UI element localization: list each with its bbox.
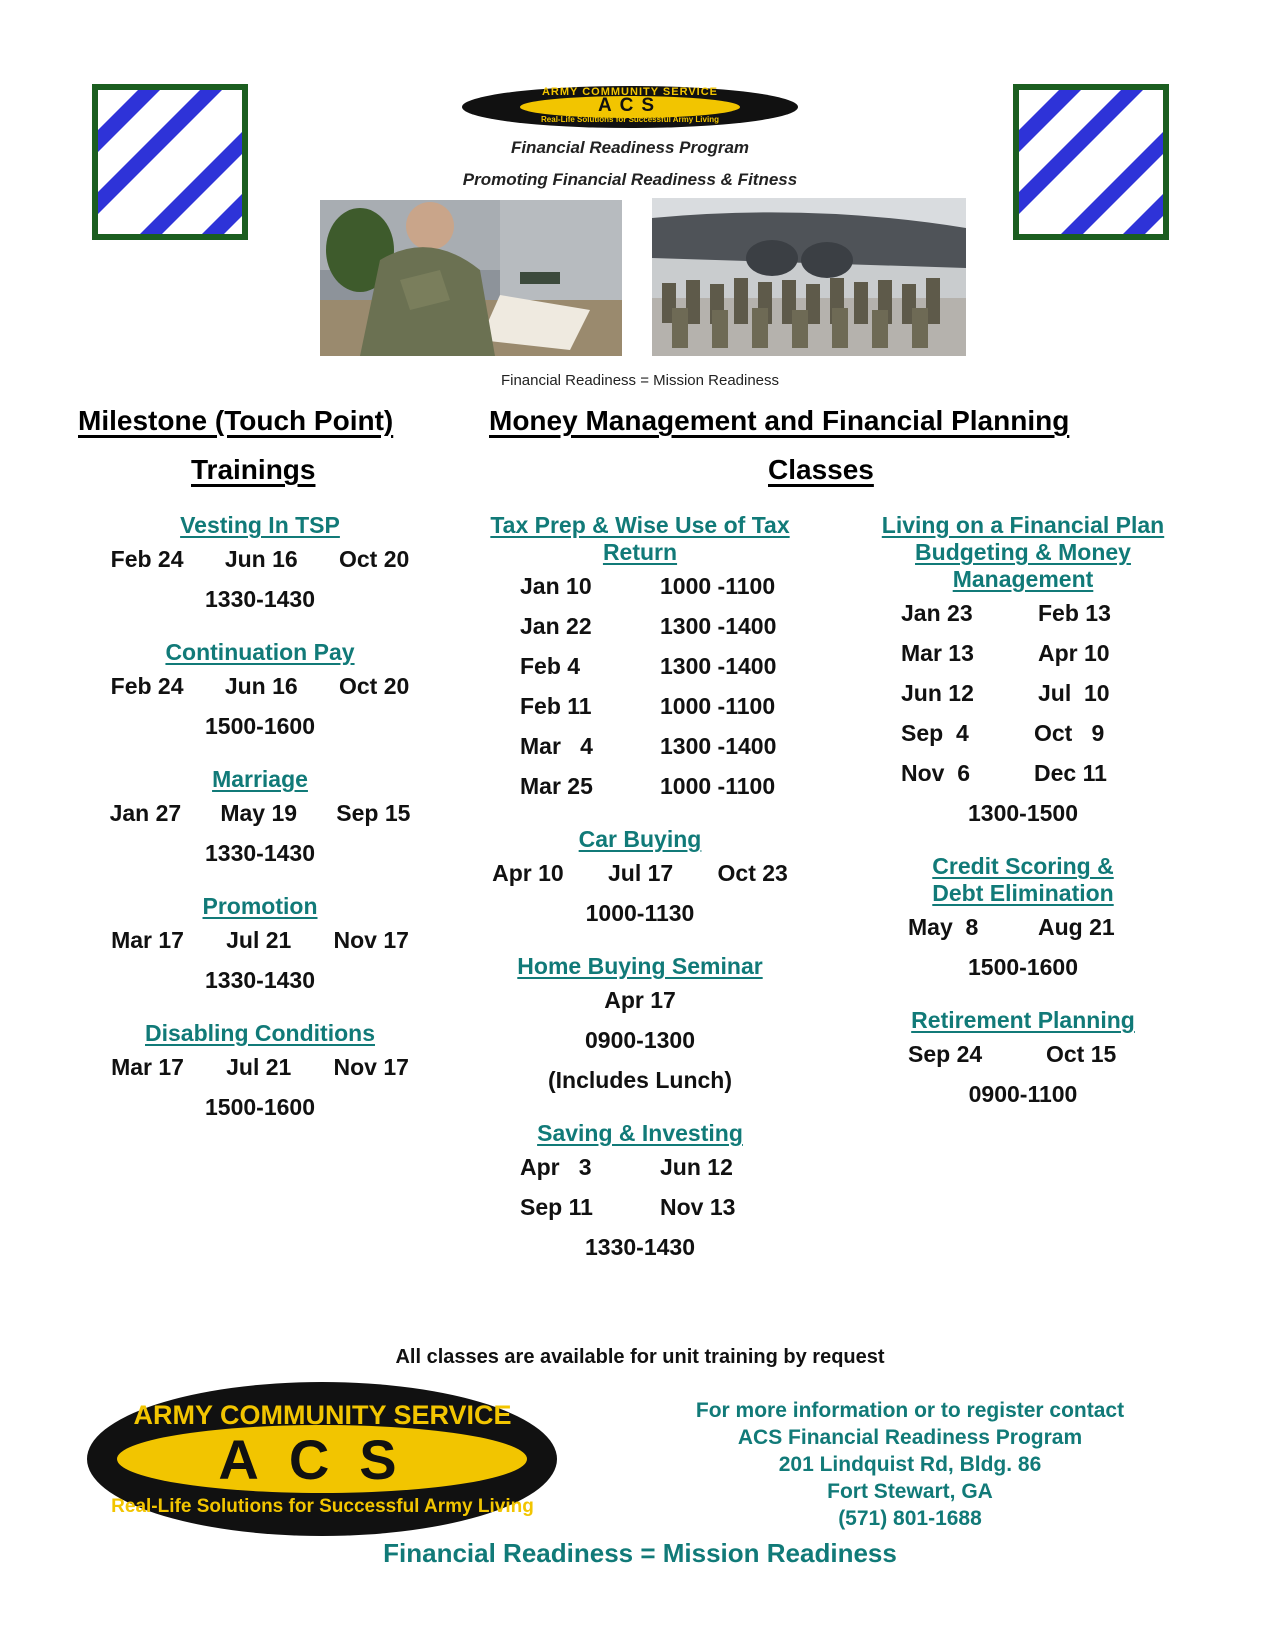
time: 1330-1430 — [205, 967, 315, 993]
division-flag-right — [1013, 84, 1169, 240]
unit-training-note: All classes are available for unit training by request — [395, 1346, 885, 1368]
date-row — [858, 713, 1188, 753]
date-row — [470, 1187, 810, 1227]
date: Oct 20 — [338, 673, 410, 699]
date: Apr 3 — [520, 1154, 592, 1180]
time: 1300 -1400 — [660, 733, 777, 759]
date: Mar 4 — [520, 733, 593, 759]
date: May 19 — [220, 800, 298, 826]
contact-city: Fort Stewart, GA — [827, 1480, 993, 1503]
date: Jan 27 — [109, 800, 182, 826]
stripes-icon — [1019, 90, 1163, 234]
date: Mar 13 — [901, 640, 974, 666]
date: Mar 17 — [111, 927, 184, 953]
acs-header-logo — [460, 84, 800, 130]
date-row — [90, 1047, 430, 1087]
money-management-heading: Money Management and Financial Planning — [489, 405, 1070, 436]
time: 0900-1100 — [968, 1081, 1078, 1107]
date-row — [858, 907, 1188, 947]
car-buying-section — [470, 826, 810, 933]
division-flag-left — [92, 84, 248, 240]
date: Jan 10 — [520, 573, 592, 599]
car-buying-title: Car Buying — [578, 826, 702, 852]
date: Oct 15 — [1046, 1041, 1117, 1067]
date-row — [470, 646, 810, 686]
saving-investing-title: Saving & Investing — [537, 1120, 743, 1146]
time: 1000-1130 — [585, 900, 695, 926]
credit-scoring-section — [858, 853, 1188, 987]
classes-heading: Classes — [768, 454, 874, 485]
date: Aug 21 — [1038, 914, 1115, 940]
date-row — [90, 793, 430, 833]
date: Sep 24 — [908, 1041, 983, 1067]
photo-caption: Financial Readiness = Mission Readiness — [500, 372, 780, 389]
promo-subtitle: Promoting Financial Readiness & Fitness — [462, 170, 798, 189]
date-row — [470, 606, 810, 646]
date: Jan 22 — [520, 613, 592, 639]
date: Mar 25 — [520, 773, 593, 799]
promotion-section — [90, 893, 430, 1000]
date: Mar 17 — [111, 1054, 184, 1080]
date: Feb 13 — [1038, 600, 1111, 626]
date: Jun 12 — [901, 680, 974, 706]
time: 1330-1430 — [205, 840, 315, 866]
date: Apr 17 — [604, 987, 676, 1013]
money-management-column-1 — [470, 512, 810, 1287]
lunch-note: (Includes Lunch) — [548, 1067, 732, 1093]
credit-scoring-title: Credit Scoring & Debt Elimination — [932, 853, 1114, 906]
promotion-title: Promotion — [202, 893, 318, 919]
date-row — [90, 539, 430, 579]
time: 0900-1300 — [585, 1027, 695, 1053]
retirement-planning-title: Retirement Planning — [911, 1007, 1135, 1033]
time: 1500-1600 — [205, 1094, 315, 1120]
time: 1500-1600 — [968, 954, 1078, 980]
vesting-tsp-section — [90, 512, 430, 619]
date: Sep 11 — [520, 1194, 593, 1220]
contact-program: ACS Financial Readiness Program — [737, 1426, 1083, 1449]
contact-phone[interactable]: (571) 801-1688 — [838, 1507, 982, 1530]
marriage-section — [90, 766, 430, 873]
date: Nov 6 — [901, 760, 971, 786]
date-row — [470, 726, 810, 766]
date-row — [90, 666, 430, 706]
date-row — [858, 633, 1188, 673]
date: Feb 24 — [110, 673, 184, 699]
marriage-title: Marriage — [212, 766, 308, 792]
disabling-conditions-section — [90, 1020, 430, 1127]
program-title: Financial Readiness Program — [510, 138, 750, 157]
date-row — [858, 593, 1188, 633]
date: Jun 16 — [224, 546, 298, 572]
date-row — [470, 566, 810, 606]
continuation-pay-section — [90, 639, 430, 746]
time: 1300 -1400 — [660, 613, 777, 639]
time: 1330-1430 — [585, 1234, 695, 1260]
logo-top-text: ARMY COMMUNITY SERVICE — [133, 1400, 512, 1430]
time: 1300 -1400 — [660, 653, 777, 679]
date: Feb 24 — [110, 546, 184, 572]
date: Feb 11 — [520, 693, 592, 719]
date-row — [858, 673, 1188, 713]
time: 1000 -1100 — [660, 573, 776, 599]
date: Jul 17 — [608, 860, 674, 886]
contact-intro: For more information or to register contact — [695, 1399, 1125, 1422]
date: Jan 23 — [901, 600, 973, 626]
footer-motto: Financial Readiness = Mission Readiness — [383, 1538, 897, 1568]
vesting-tsp-title: Vesting In TSP — [180, 512, 340, 538]
financial-plan-title: Living on a Financial Plan Budgeting & Money Management — [881, 512, 1165, 592]
time: 1330-1430 — [205, 586, 315, 612]
date: Apr 10 — [1038, 640, 1110, 666]
acs-footer-logo — [85, 1380, 560, 1538]
date-row — [470, 766, 810, 806]
date: Oct 9 — [1034, 720, 1105, 746]
milestone-heading: Milestone (Touch Point) — [78, 405, 394, 436]
money-management-column-2 — [858, 512, 1188, 1134]
date-row — [858, 1034, 1188, 1074]
date: Jul 10 — [1038, 680, 1110, 706]
time: 1000 -1100 — [660, 693, 776, 719]
date-row — [90, 920, 430, 960]
date: Sep 15 — [336, 800, 411, 826]
milestone-column — [90, 512, 430, 1147]
date: Nov 17 — [333, 1054, 409, 1080]
date-row — [470, 1147, 810, 1187]
date: Oct 23 — [717, 860, 788, 886]
retirement-planning-section — [858, 1007, 1188, 1114]
date: Oct 20 — [338, 546, 410, 572]
logo-acs-text: ACS — [597, 95, 663, 116]
date: Jul 21 — [226, 927, 292, 953]
date: Jun 16 — [224, 673, 298, 699]
date: Jul 21 — [226, 1054, 292, 1080]
soldier-finance-photo — [320, 200, 622, 356]
time: 1000 -1100 — [660, 773, 776, 799]
continuation-pay-title: Continuation Pay — [165, 639, 355, 665]
time: 1500-1600 — [205, 713, 315, 739]
saving-investing-section — [470, 1120, 810, 1267]
contact-block — [640, 1397, 1180, 1532]
logo-top-text: ARMY COMMUNITY SERVICE — [541, 86, 719, 98]
date: Sep 4 — [901, 720, 969, 746]
date-row — [858, 753, 1188, 793]
deployment-photo — [652, 198, 966, 356]
date: Feb 4 — [520, 653, 581, 679]
tax-prep-title: Tax Prep & Wise Use of Tax Return — [490, 512, 790, 565]
logo-acs-text: ACS — [218, 1428, 427, 1491]
date: Dec 11 — [1034, 760, 1107, 786]
date: May 8 — [908, 914, 979, 940]
date-row — [470, 853, 810, 893]
trainings-heading: Trainings — [191, 454, 316, 485]
disabling-conditions-title: Disabling Conditions — [145, 1020, 375, 1046]
date: Nov 13 — [660, 1194, 736, 1220]
logo-tagline-text: Real-Life Solutions for Successful Army Living — [541, 115, 719, 124]
stripes-icon — [98, 90, 242, 234]
date: Apr 10 — [492, 860, 564, 886]
logo-tagline-text: Real-Life Solutions for Successful Army Living — [111, 1496, 534, 1517]
home-buying-section — [470, 953, 810, 1100]
tax-prep-section — [470, 512, 810, 806]
contact-address: 201 Lindquist Rd, Bldg. 86 — [778, 1453, 1042, 1476]
date-row — [470, 686, 810, 726]
financial-plan-section — [858, 512, 1188, 833]
time: 1300-1500 — [968, 800, 1078, 826]
date: Nov 17 — [333, 927, 409, 953]
home-buying-title: Home Buying Seminar — [517, 953, 763, 979]
date: Jun 12 — [660, 1154, 733, 1180]
